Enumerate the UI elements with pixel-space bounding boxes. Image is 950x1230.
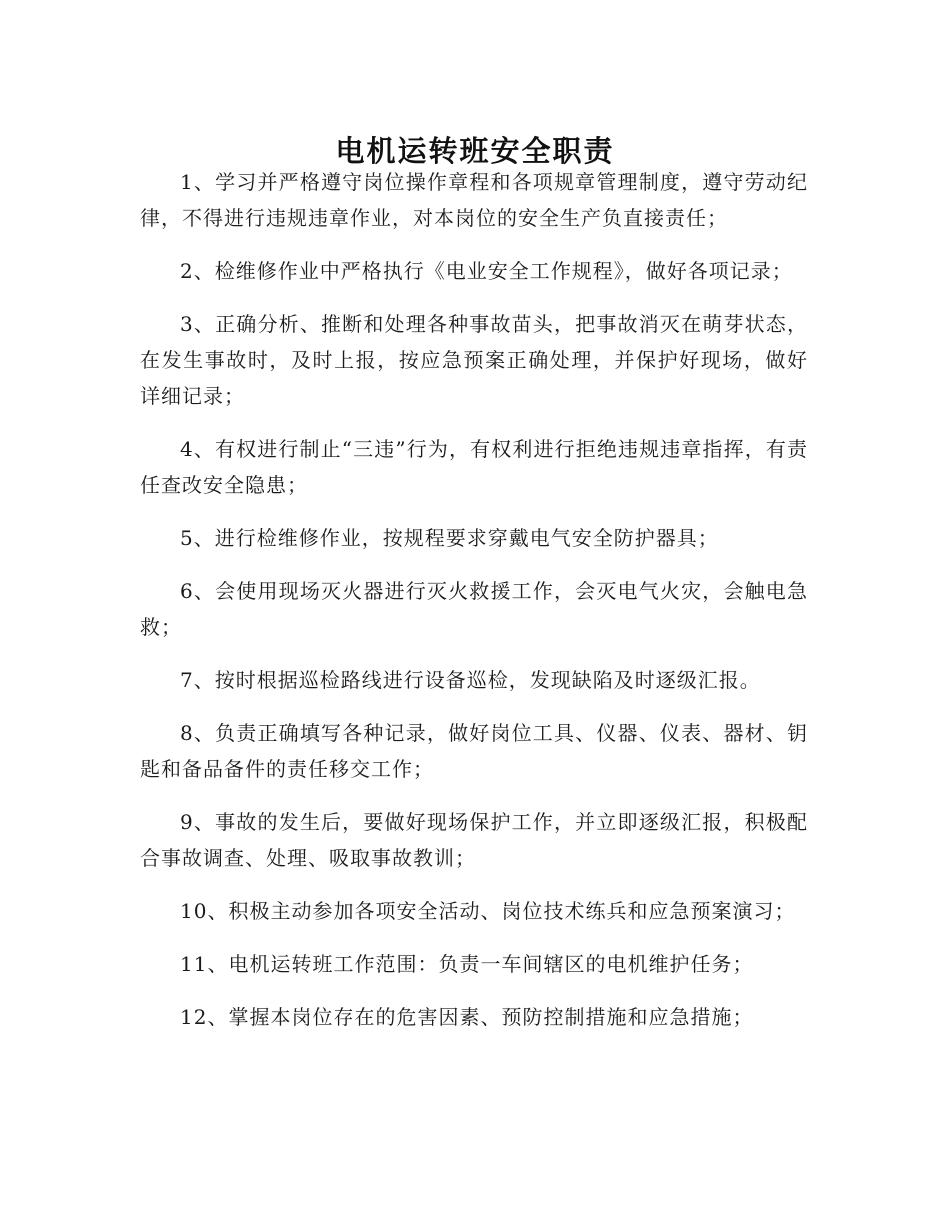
paragraph-7: 7、按时根据巡检路线进行设备巡检，发现缺陷及时逐级汇报。: [180, 668, 761, 692]
paragraph-6: 6、会使用现场灭火器进行灭火救援工作，会灭电气火灾，会触电急救；: [140, 579, 808, 639]
paragraph-4: 4、有权进行制止“三违”行为，有权利进行拒绝违规违章指挥，有责任查改安全隐患；: [140, 437, 808, 497]
paragraph-9: 9、事故的发生后，要做好现场保护工作，并立即逐级汇报，积极配合事故调查、处理、吸取事故教训；: [140, 810, 808, 870]
document-title: 电机运转班安全职责: [335, 134, 615, 169]
paragraph-12: 12、掌握本岗位存在的危害因素、预防控制措施和应急措施；: [180, 1005, 754, 1029]
paragraph-1: 1、学习并严格遵守岗位操作章程和各项规章管理制度，遵守劳动纪律，不得进行违规违章作业，对本岗位的安全生产负直接责任；: [140, 170, 808, 230]
paragraph-5: 5、进行检维修作业，按规程要求穿戴电气安全防护器具；: [180, 526, 719, 550]
paragraph-3: 3、正确分析、推断和处理各种事故苗头，把事故消灭在萌芽状态，在发生事故时，及时上报，按应急预案正确处理，并保护好现场，做好详细记录；: [140, 312, 808, 408]
paragraph-8: 8、负责正确填写各种记录，做好岗位工具、仪器、仪表、器材、钥匙和备品备件的责任移交工作；: [140, 721, 808, 781]
paragraph-10: 10、积极主动参加各项安全活动、岗位技术练兵和应急预案演习；: [180, 899, 796, 923]
paragraph-2: 2、检维修作业中严格执行《电业安全工作规程》，做好各项记录；: [180, 259, 793, 283]
document-body: [140, 164, 808, 1052]
paragraph-11: 11、电机运转班工作范围：负责一车间辖区的电机维护任务；: [180, 952, 754, 976]
